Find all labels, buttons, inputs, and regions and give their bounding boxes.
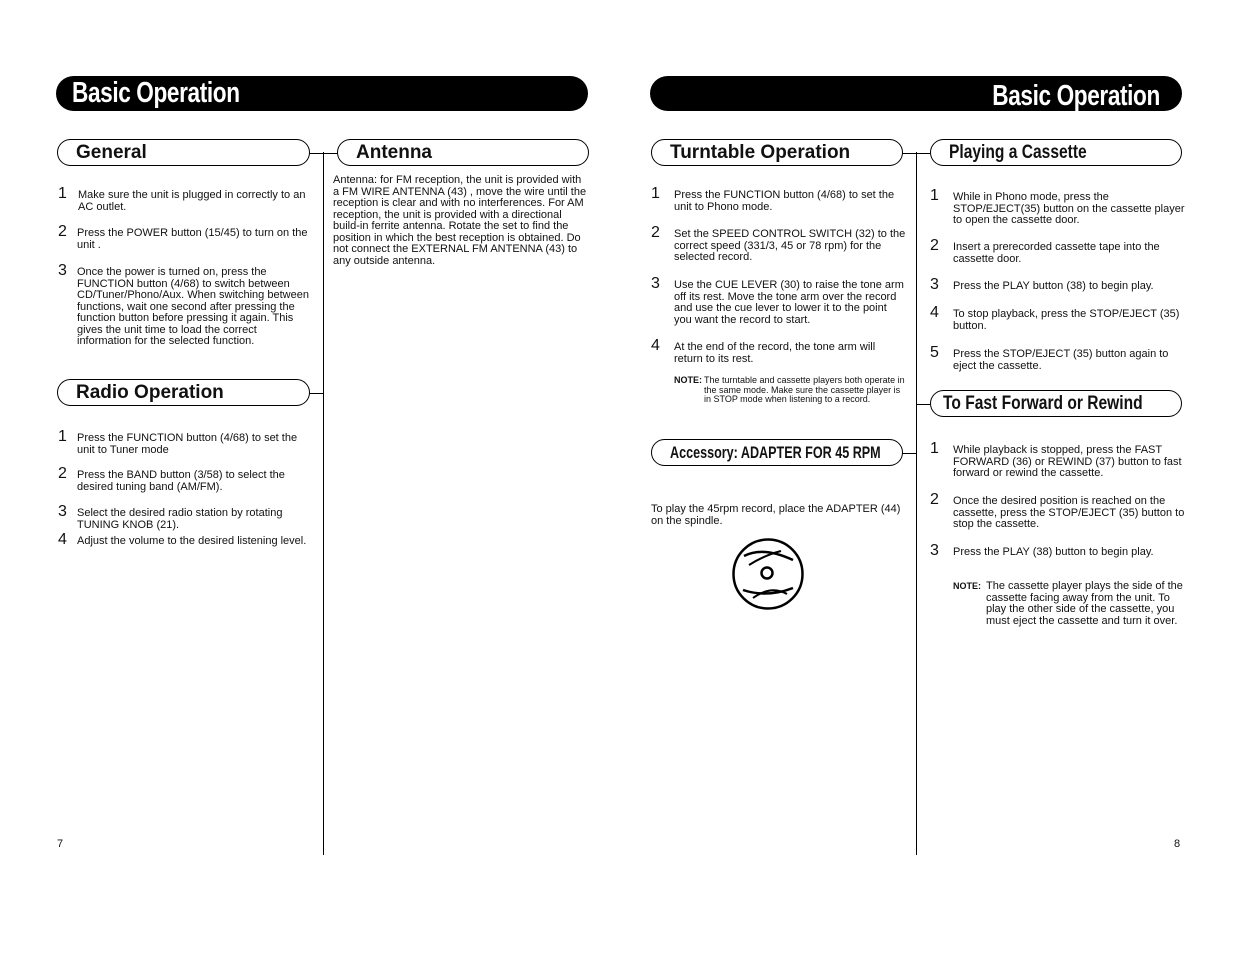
right-banner — [650, 76, 1182, 111]
right-banner-title: Basic Operation — [992, 80, 1160, 112]
left-banner-title: Basic Operation — [72, 77, 240, 109]
fastforward-note-text: The cassette player plays the side of the cassette facing away from the unit. To play the other side of the cassette, you must eject the cassette and turn it over. — [986, 580, 1183, 627]
general-connector — [309, 153, 338, 154]
radio-connector — [309, 393, 323, 394]
playing-cassette-heading: Playing a Cassette — [930, 139, 1182, 166]
antenna-heading: Antenna — [337, 139, 589, 166]
accessory-text: To play the 45rpm record, place the ADAPTER (44) on the spindle. — [651, 503, 901, 527]
left-banner — [56, 76, 588, 111]
accessory-heading: Accessory: ADAPTER FOR 45 RPM — [651, 439, 903, 466]
right-column-divider — [916, 152, 917, 855]
antenna-text: Antenna: for FM reception, the unit is provided with a FM WIRE ANTENNA (43) , move the wire until the reception is clear and with no interferences. For AM reception, the unit is provided with a directional build-in ferrite antenna. Rotate the set to find the position in which the best reception is obtained. Do not connect the EXTERNAL FM ANTENNA (43) to any outside antenna. — [333, 174, 587, 267]
fast-forward-rewind-heading: To Fast Forward or Rewind — [930, 390, 1182, 417]
turntable-note-label: NOTE: — [674, 375, 702, 385]
accessory-connector — [902, 453, 916, 454]
adapter-45rpm-icon — [731, 538, 805, 610]
turntable-note-text: The turntable and cassette players both operate in the same mode. Make sure the cassette player is in STOP mode when listening to a record. — [704, 375, 905, 404]
left-page-number: 7 — [57, 838, 64, 850]
left-column-divider — [323, 152, 324, 855]
fastforward-note-label: NOTE: — [953, 581, 981, 591]
general-heading: General — [57, 139, 310, 166]
fastforward-note — [953, 580, 1185, 627]
turntable-heading: Turntable Operation — [651, 139, 903, 166]
turntable-note — [674, 375, 906, 404]
radio-operation-heading: Radio Operation — [57, 379, 310, 406]
right-page-number: 8 — [1174, 838, 1181, 850]
turntable-connector — [902, 153, 930, 154]
fastforward-connector — [916, 404, 930, 405]
